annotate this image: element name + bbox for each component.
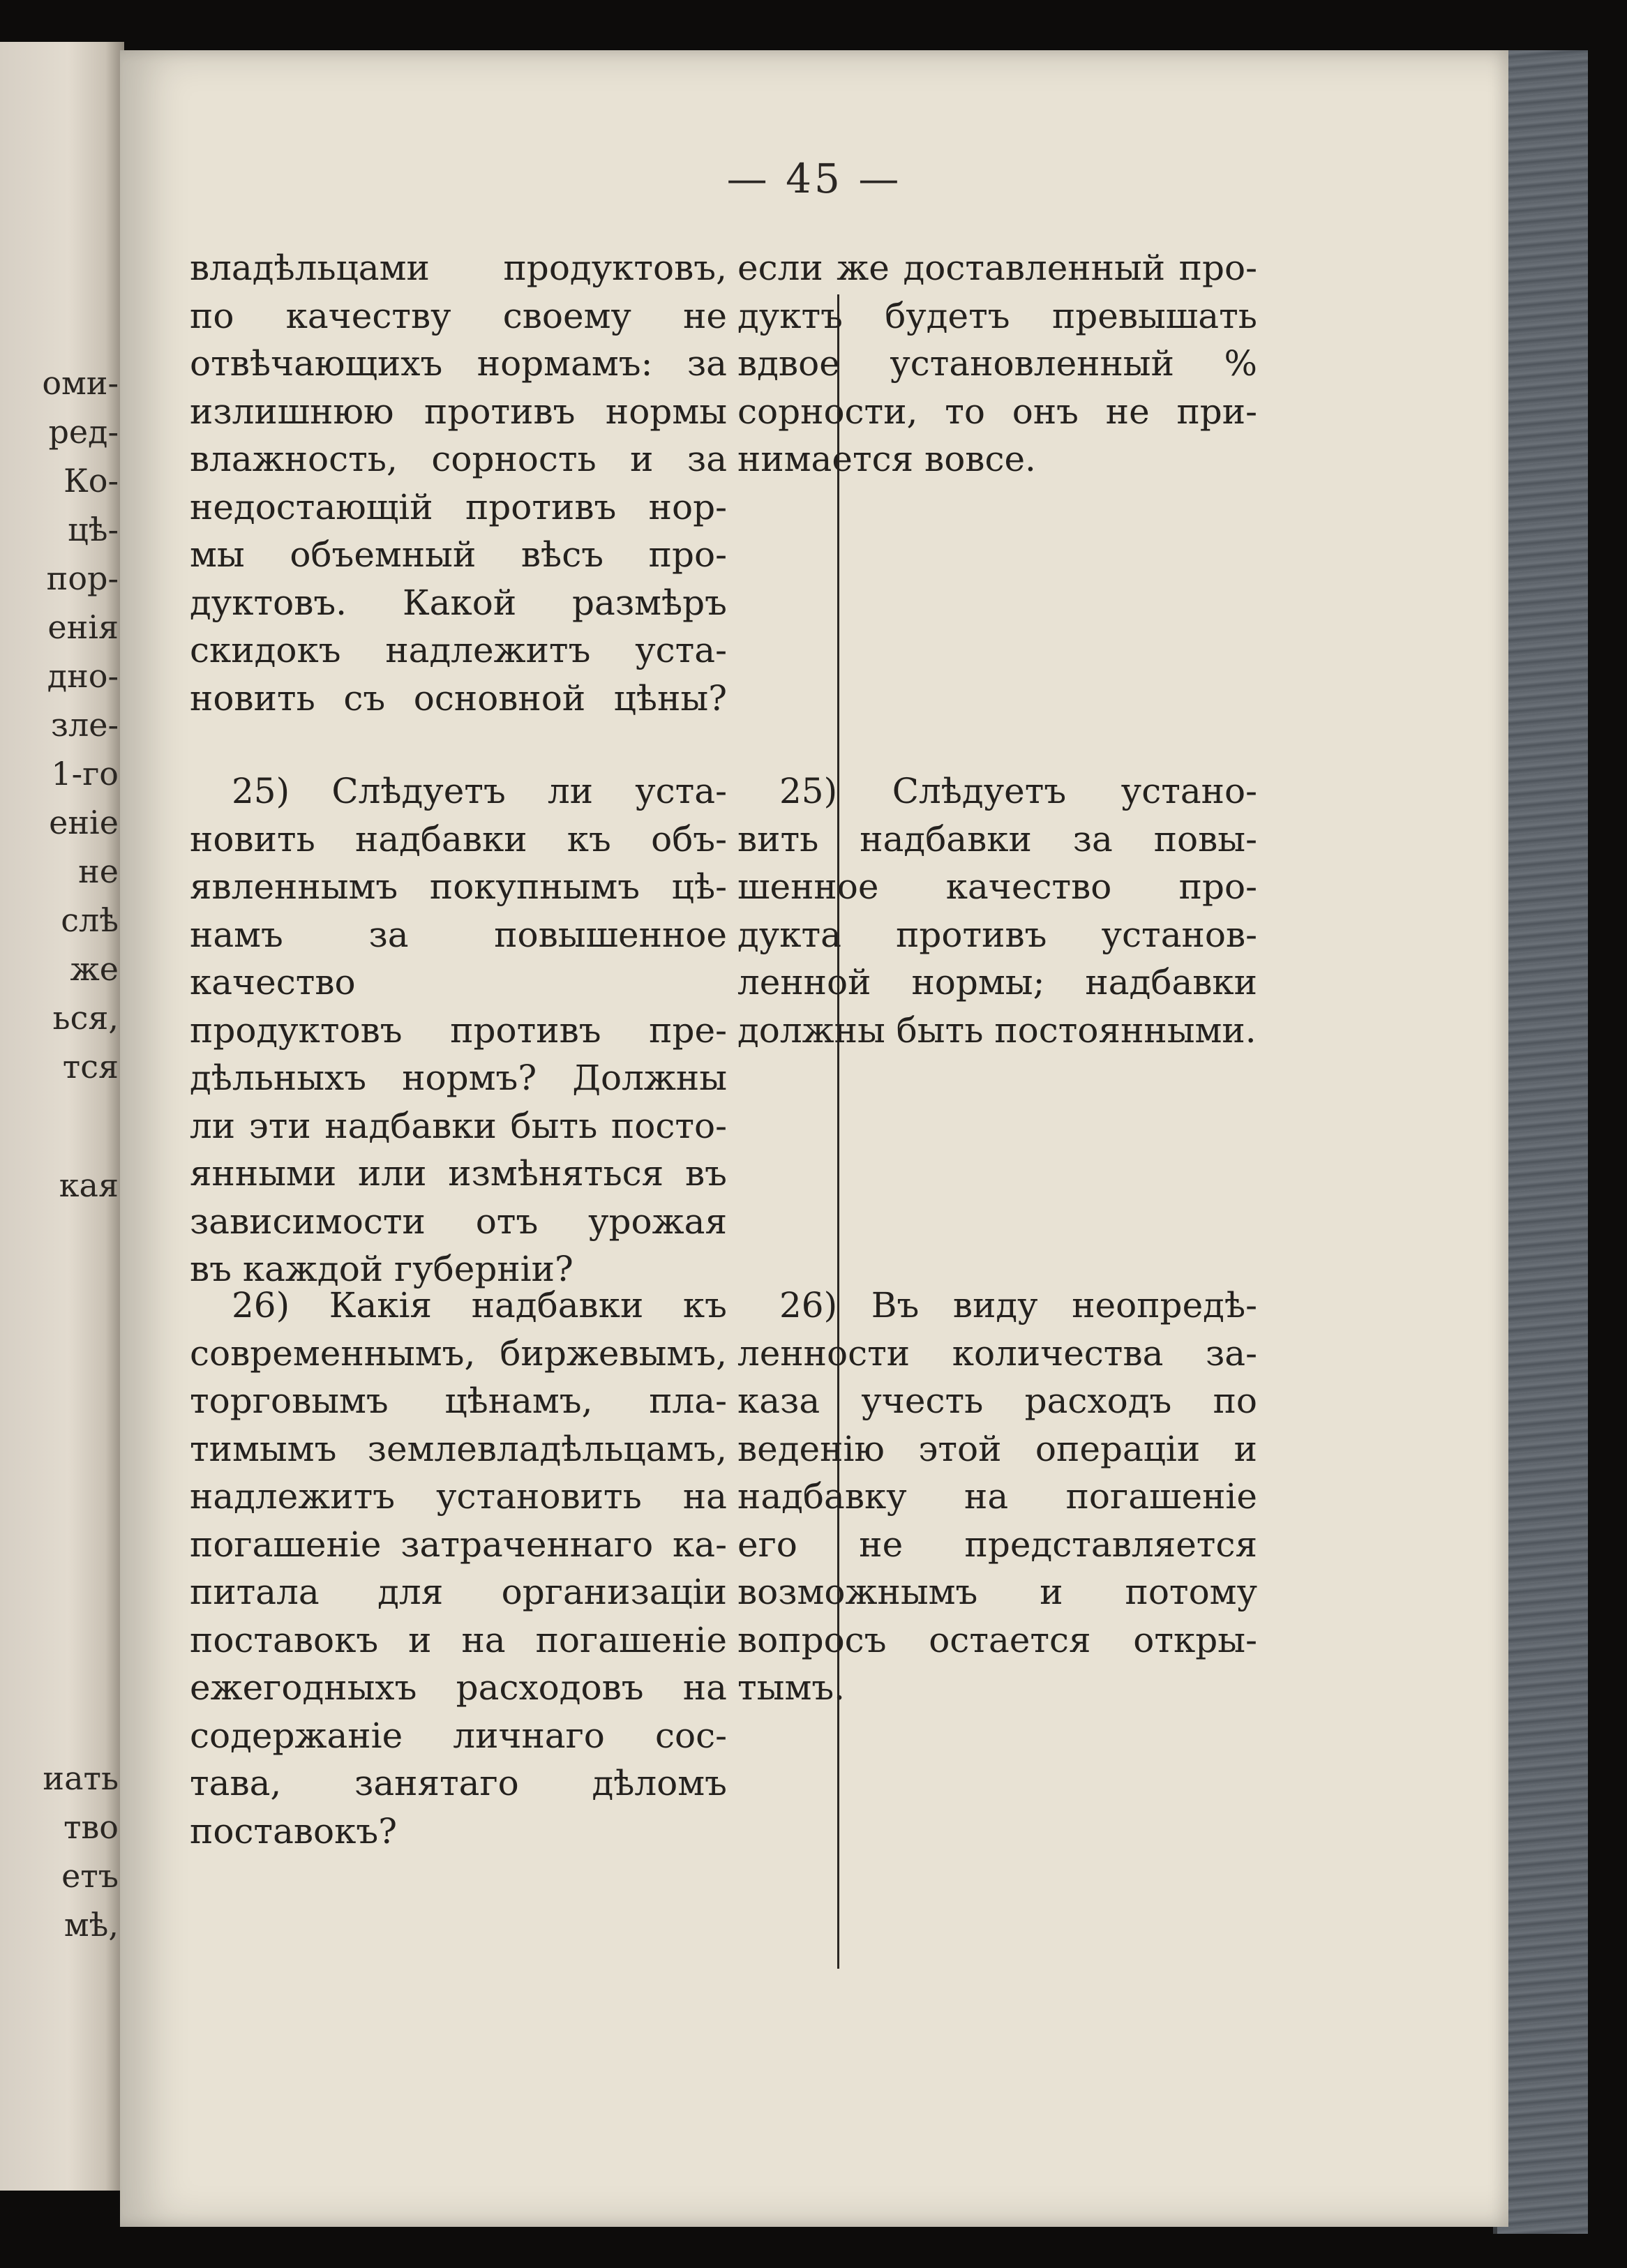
text-line: скидокъ надлежитъ уста- [190,630,727,670]
text-line: ли эти надбавки быть посто- [190,1105,727,1146]
text-line: вдвое установленный % [737,343,1257,384]
text-line: отвѣчающихъ нормамъ: за [190,343,727,384]
text-line: мы объемный вѣсъ про- [190,534,727,575]
left-page-fragment: кая [59,1166,119,1204]
text-line: явленнымъ покупнымъ цѣ- [190,866,727,907]
text-line: тымъ. [737,1667,846,1708]
text-line: намъ за повышенное качество [190,914,727,1002]
left-page-fragment: ься, [52,999,119,1037]
left-page-fragment: не [78,853,119,890]
left-page-fragment: 1-го [51,755,119,793]
left-page-fragment: мѣ, [63,1906,119,1944]
text-line: дукта противъ установ- [737,914,1257,955]
left-page-fragment: зле- [50,706,119,744]
left-page-fragment: еніе [49,804,119,841]
text-line: ленной нормы; надбавки [737,962,1257,1002]
text-line: вить надбавки за повы- [737,818,1257,859]
text-line: вопросъ остается откры- [737,1619,1257,1660]
left-page-fragment: Ко- [63,462,119,500]
text-line: янными или измѣняться въ [190,1153,727,1194]
text-line: 25) Слѣдуетъ ли уста- [232,771,727,811]
text-line: если же доставленный про- [737,248,1257,288]
text-line: 25) Слѣдуетъ устано- [779,771,1257,811]
text-line: дѣльныхъ нормъ? Должны [190,1058,727,1098]
text-line: надбавку на погашеніе [737,1476,1257,1517]
text-line: шенное качество про- [737,866,1257,907]
left-page-fragment: етъ [61,1857,119,1895]
text-line: дуктъ будетъ превышать [737,295,1257,336]
text-line: поставокъ и на погашеніе [190,1619,727,1660]
left-column-q26 [190,1282,727,1855]
text-line: надлежитъ установить на [190,1476,727,1517]
text-line: новить съ основной цѣны? [190,677,727,719]
text-line: возможнымъ и потому [737,1572,1257,1612]
left-page-fragment: слѣ [61,901,119,939]
text-line: каза учесть расходъ по [737,1381,1257,1421]
text-line: нимается вовсе. [737,439,1036,479]
text-line: сорности, то онъ не при- [737,391,1257,432]
text-line: зависимости отъ урожая [190,1201,727,1242]
text-line: ежегодныхъ расходовъ на [190,1667,727,1708]
text-line: его не представляется [737,1524,1257,1565]
text-line: тава, занятаго дѣломъ [190,1763,727,1803]
text-line: торговымъ цѣнамъ, пла- [190,1381,727,1421]
text-line: недостающій противъ нор- [190,486,727,527]
left-page-fragment: енія [47,608,119,646]
left-page-fragment: же [70,950,119,988]
left-page-fragment: дно- [47,657,119,695]
text-line: веденію этой операціи и [737,1428,1257,1469]
page-number: — 45 — [726,155,902,202]
left-page-fragment: пор- [46,560,119,597]
text-line: продуктовъ противъ пре- [190,1009,727,1051]
text-line: въ каждой губерніи? [190,1249,573,1289]
text-line: владѣльцами продуктовъ, [190,248,727,288]
text-line: тимымъ землевладѣльцамъ, [190,1428,727,1469]
left-page-fragment: ред- [48,413,119,451]
text-line: погашеніе затраченнаго ка- [190,1524,727,1565]
text-line: современнымъ, биржевымъ, [190,1332,727,1374]
text-line: должны быть постоянными. [737,1009,1257,1051]
text-line: новить надбавки къ объ- [190,818,727,859]
left-column-q25 [190,767,727,1293]
text-line: 26) Въ виду неопредѣ- [779,1285,1257,1325]
right-column-a25 [737,767,1257,1054]
left-page-edge [0,42,124,2191]
left-column-q24 [190,244,727,722]
left-page-fragment: тво [63,1808,119,1846]
text-line: ленности количества за- [737,1332,1257,1374]
text-line: поставокъ? [190,1810,398,1852]
right-page [120,50,1508,2227]
text-line: содержаніе личнаго сос- [190,1715,727,1756]
right-column-a26 [737,1282,1257,1712]
text-line: по качеству своему не [190,295,727,336]
column-divider [837,294,839,1969]
left-page-fragment: цѣ- [68,511,119,548]
text-line: дуктовъ. Какой размѣръ [190,582,727,623]
left-page-fragment: иать [43,1759,119,1797]
text-line: 26) Какія надбавки къ [232,1285,727,1325]
text-line: питала для организаціи [190,1572,727,1612]
text-line: излишнюю противъ нормы [190,391,727,432]
left-page-fragment: тся [62,1048,119,1086]
text-line: влажность, сорность и за [190,439,727,479]
left-page-fragment: оми- [42,364,119,402]
right-column-a24 [737,244,1257,483]
